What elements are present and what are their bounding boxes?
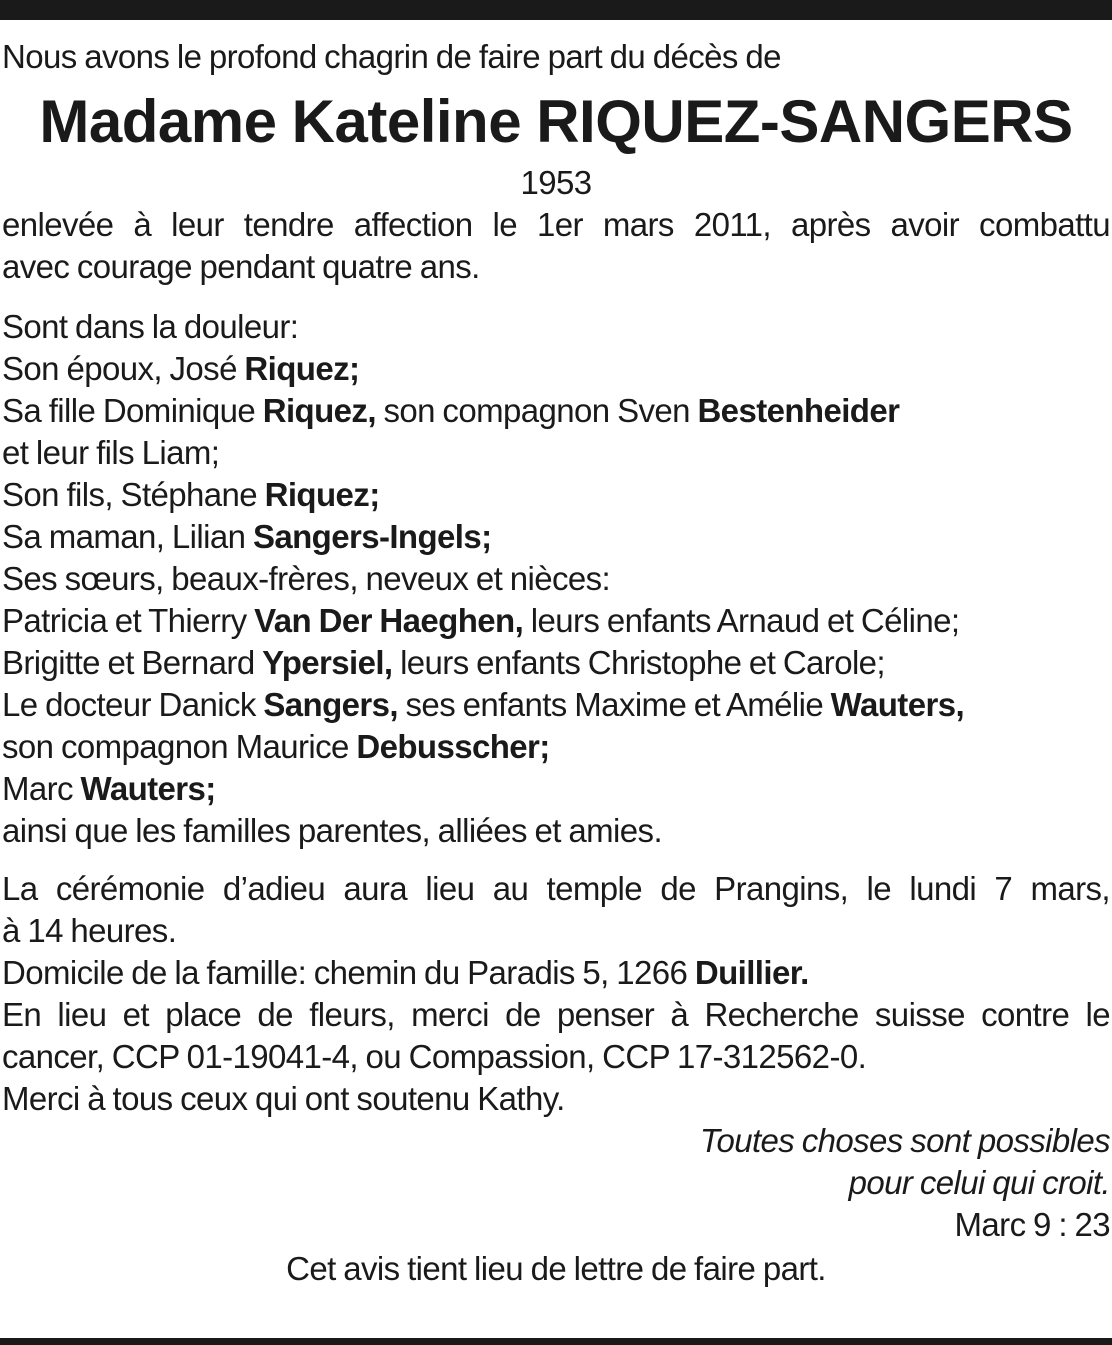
footer-note: Cet avis tient lieu de lettre de faire part. bbox=[286, 1250, 826, 1287]
death-notice-line-1: enlevée à leur tendre affection le 1er mars 2011, après avoir combattu bbox=[2, 206, 1110, 243]
mourner-line: ainsi que les familles parentes, alliées et amies. bbox=[2, 812, 663, 849]
donations-line-2: cancer, CCP 01-19041-4, ou Compassion, CCP 17-312562-0. bbox=[2, 1038, 867, 1075]
mourner-line: Brigitte et Bernard Ypersiel, leurs enfants Christophe et Carole; bbox=[2, 644, 886, 681]
mourner-line: Patricia et Thierry Van Der Haeghen, leurs enfants Arnaud et Céline; bbox=[2, 602, 960, 639]
verse-reference: Marc 9 : 23 bbox=[954, 1206, 1110, 1243]
verse-line-2: pour celui qui croit. bbox=[848, 1164, 1110, 1201]
obituary-notice bbox=[2, 36, 1110, 1290]
mourner-line: Sa fille Dominique Riquez, son compagnon Sven Bestenheider bbox=[2, 392, 900, 429]
birth-year: 1953 bbox=[520, 164, 592, 201]
intro-text: Nous avons le profond chagrin de faire part du décès de bbox=[2, 38, 781, 75]
mourner-line: Son époux, José Riquez; bbox=[2, 350, 360, 387]
thanks-line: Merci à tous ceux qui ont soutenu Kathy. bbox=[2, 1080, 565, 1117]
deceased-name: Madame Kateline RIQUEZ-SANGERS bbox=[39, 88, 1073, 155]
ceremony-line-1: La cérémonie d’adieu aura lieu au temple de Prangins, le lundi 7 mars, bbox=[2, 870, 1110, 907]
death-notice-line-2: avec courage pendant quatre ans. bbox=[2, 248, 480, 285]
verse-line-1: Toutes choses sont possibles bbox=[699, 1122, 1110, 1159]
mourner-line: Son fils, Stéphane Riquez; bbox=[2, 476, 380, 513]
mourner-line: Sa maman, Lilian Sangers-Ingels; bbox=[2, 518, 492, 555]
bottom-border-rule bbox=[0, 1338, 1112, 1345]
mourner-line: Marc Wauters; bbox=[2, 770, 216, 807]
domicile-line: Domicile de la famille: chemin du Paradis 5, 1266 Duillier. bbox=[2, 954, 809, 991]
mourner-line: Ses sœurs, beaux-frères, neveux et nièces: bbox=[2, 560, 611, 597]
ceremony-line-2: à 14 heures. bbox=[2, 912, 177, 949]
top-border-rule bbox=[0, 0, 1112, 20]
donations-line-1: En lieu et place de fleurs, merci de penser à Recherche suisse contre le bbox=[2, 996, 1110, 1033]
mourner-line: et leur fils Liam; bbox=[2, 434, 220, 471]
mourner-line: son compagnon Maurice Debusscher; bbox=[2, 728, 550, 765]
mourners-heading: Sont dans la douleur: bbox=[2, 308, 299, 345]
mourner-line: Le docteur Danick Sangers, ses enfants Maxime et Amélie Wauters, bbox=[2, 686, 965, 723]
